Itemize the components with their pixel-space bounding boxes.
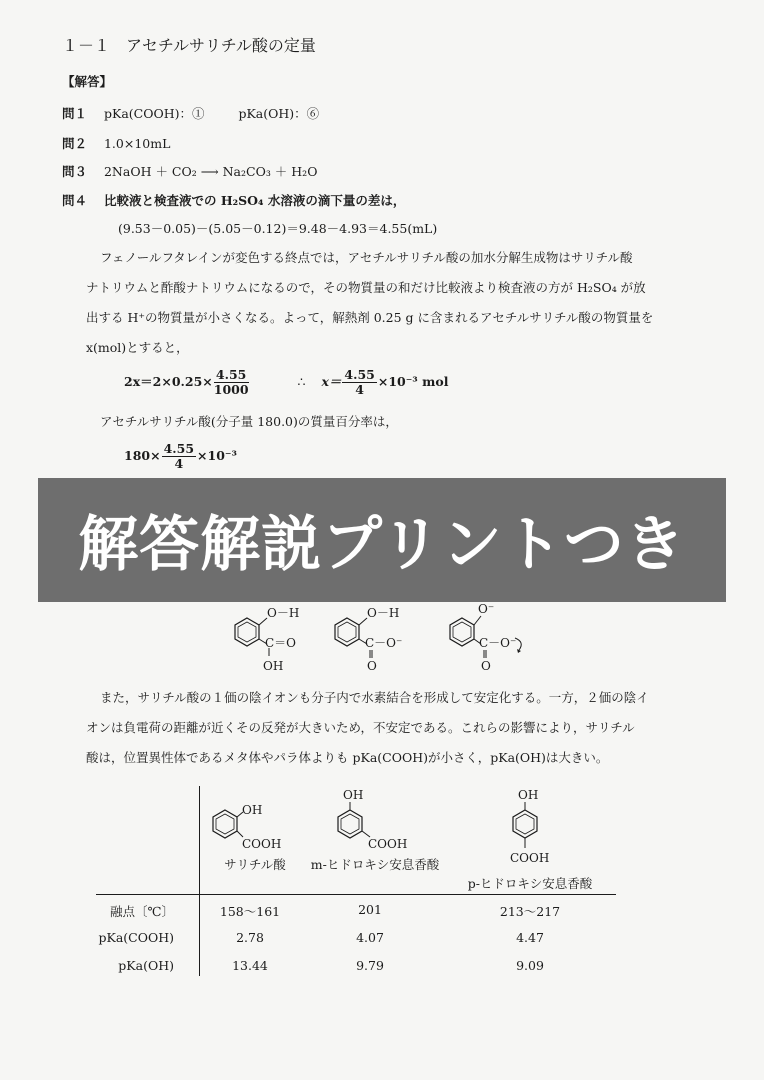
para-pka-oh: 9.09 <box>516 958 544 973</box>
equation-2-denominator: 4 <box>174 456 184 471</box>
meta-hydroxybenzoic-structure <box>338 788 407 851</box>
bottom-paragraph-line-2: オンは負電荷の距離が近くその反発が大きいため，不安定である。これらの影響により，サリチル <box>86 720 635 735</box>
para-oh-label: OH <box>518 788 539 802</box>
para-hydroxybenzoic-structure <box>510 788 549 865</box>
structure-1-bottom: OH <box>263 659 284 673</box>
structure-2 <box>335 606 402 673</box>
equation-1-numerator-2: 4.55 <box>344 367 375 382</box>
equation-2-tail: ×10⁻³ <box>197 448 237 463</box>
mass-percent-intro: アセチルサリチル酸(分子量 180.0)の質量百分率は， <box>100 414 398 429</box>
compound-name-salicylic: サリチル酸 <box>224 857 286 872</box>
question-3 <box>62 164 317 180</box>
question-2-answer: 1.0×10mL <box>103 136 171 151</box>
explanation-line-4: x(mol)とすると， <box>86 340 189 355</box>
equation-1-denominator: 1000 <box>213 382 249 397</box>
salicylic-pka-cooh: 2.78 <box>236 930 264 945</box>
equation-2-fraction <box>162 442 196 471</box>
structure-3-bottom: O <box>481 659 491 673</box>
equation-2-left: 180× <box>124 448 161 463</box>
structure-3 <box>450 602 521 673</box>
question-4-label: 問４ <box>62 193 88 208</box>
equation-1-numerator: 4.55 <box>214 368 249 383</box>
equation-1-fraction-2 <box>342 368 376 397</box>
question-4-intro: 比較液と検査液での H₂SO₄ 水溶液の滴下量の差は， <box>103 193 406 208</box>
difference-equation: (9.53－0.05)－(5.05－0.12)＝9.48－4.93＝4.55(mL) <box>118 221 438 236</box>
question-4 <box>62 193 405 209</box>
meta-pka-cooh: 4.07 <box>356 930 384 945</box>
equation-1 <box>124 368 448 397</box>
salicylic-oh-label: OH <box>242 803 263 817</box>
para-pka-cooh: 4.47 <box>516 930 544 945</box>
section-title: １－１ アセチルサリチル酸の定量 <box>62 36 316 55</box>
equation-1-left: 2x＝2×0.25× <box>124 374 213 389</box>
overlay-banner <box>38 478 726 602</box>
compound-name-para: p-ヒドロキシ安息香酸 <box>467 876 593 891</box>
question-2-label: 問２ <box>62 136 88 151</box>
question-1-label: 問１ <box>62 106 88 121</box>
meta-pka-oh: 9.79 <box>356 958 384 973</box>
meta-oh-label: OH <box>343 788 364 802</box>
explanation-line-2: ナトリウムと酢酸ナトリウムになるので，その物質量の和だけ比較液より検査液の方が H₂SO₄ が放 <box>86 280 646 295</box>
question-1-answer-b: pKa(OH)：⑥ <box>238 106 320 121</box>
bottom-paragraph-line-1: また，サリチル酸の１価の陰イオンも分子内で水素結合を形成して安定化する。一方，２価の陰イ <box>100 690 649 705</box>
salicylic-acid-structure <box>213 803 281 851</box>
salicylic-resonance-structures <box>225 600 545 680</box>
equation-1-fraction <box>214 368 249 397</box>
structure-1-mid: C＝O <box>265 636 297 650</box>
equation-2 <box>124 442 237 471</box>
equation-1-tail: ×10⁻³ mol <box>377 374 449 389</box>
para-cooh-label: COOH <box>510 851 550 865</box>
equation-2-numerator: 4.55 <box>163 441 195 456</box>
meta-melting-point: 201 <box>358 902 382 917</box>
meta-cooh-label: COOH <box>368 837 408 851</box>
explanation-line-1: フェノールフタレインが変色する終点では，アセチルサリチル酸の加水分解生成物はサリチル酸 <box>100 250 633 265</box>
bottom-paragraph-line-3: 酸は，位置異性体であるメタ体やパラ体よりも pKa(COOH)が小さく，pKa(OH)は大きい。 <box>86 750 609 765</box>
compound-name-meta: m-ヒドロキシ安息香酸 <box>310 857 440 872</box>
explanation-line-3: 出する H⁺の物質量が小さくなる。よって，解熱剤 0.25 g に含まれるアセチルサリチル酸の物質量を <box>86 310 654 325</box>
table-horizontal-rule <box>96 894 616 895</box>
row-label-pka-cooh: pKa(COOH) <box>98 930 174 945</box>
structure-3-mid: C－O⁻ <box>479 636 517 650</box>
structure-2-top: O－H <box>367 606 400 620</box>
question-3-answer: 2NaOH ＋ CO₂ ⟶ Na₂CO₃ ＋ H₂O <box>103 164 318 179</box>
answer-header: 【解答】 <box>62 74 113 89</box>
structure-1 <box>235 606 299 673</box>
question-1-answer-a: pKa(COOH)：① <box>103 106 205 121</box>
salicylic-melting-point: 158～161 <box>219 904 281 919</box>
structure-2-mid: C－O⁻ <box>365 636 403 650</box>
banner-text: 解答解説プリントつき <box>78 510 686 580</box>
therefore-symbol: ∴ <box>297 374 306 389</box>
question-3-label: 問３ <box>62 164 88 179</box>
salicylic-cooh-label: COOH <box>242 837 282 851</box>
salicylic-pka-oh: 13.44 <box>232 958 268 973</box>
question-2 <box>62 136 170 152</box>
structure-1-top: O－H <box>267 606 300 620</box>
structure-2-bottom: O <box>367 659 377 673</box>
question-1 <box>62 106 319 122</box>
equation-1-x: x＝ <box>321 374 342 389</box>
para-melting-point: 213～217 <box>499 904 561 919</box>
row-label-pka-oh: pKa(OH) <box>118 958 174 973</box>
structure-3-top: O⁻ <box>478 602 495 616</box>
row-label-melting-point: 融点〔℃〕 <box>110 904 174 919</box>
equation-1-denominator-2: 4 <box>355 382 364 397</box>
